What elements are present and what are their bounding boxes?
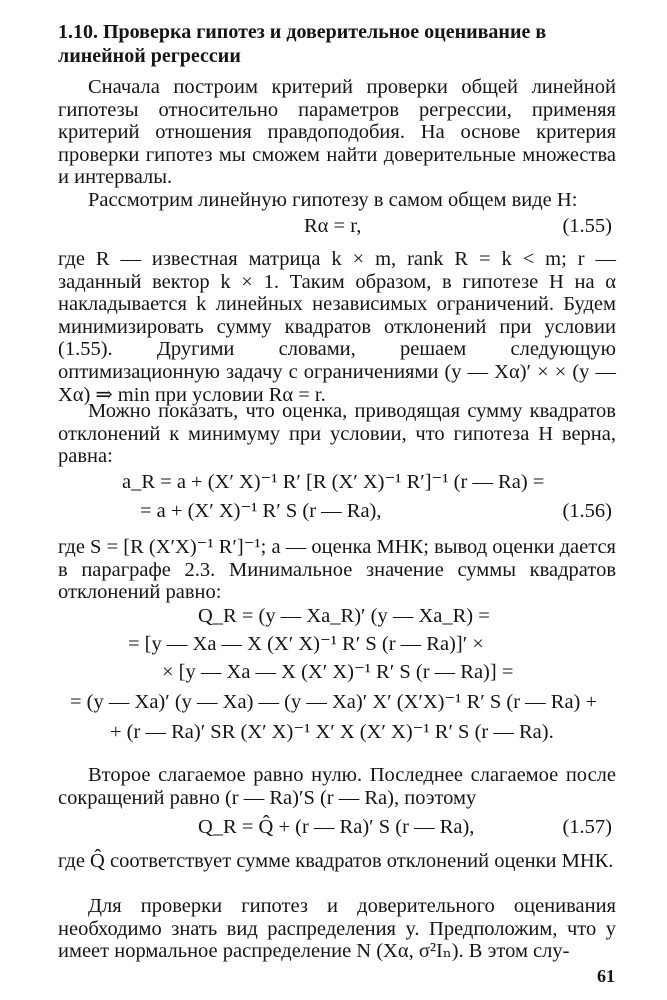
equation-text: = a + (X′ X)⁻¹ R′ S (r — Ra), (140, 500, 382, 522)
page-number: 61 (597, 966, 615, 986)
equation-text: Q_R = Q̂ + (r — Ra)′ S (r — Ra), (198, 816, 475, 838)
equation-1-56 (58, 498, 616, 524)
paragraph-second-term: Второе слагаемое равно нулю. Последнее слагаемое после сокращений равно (r — Ra)′S (r — Ra), поэтому (58, 764, 616, 809)
section-heading: 1.10. Проверка гипотез и доверительное оценивание в линейной регрессии (58, 21, 547, 67)
equation-text: = [y — Xa — X (X′ X)⁻¹ R′ S (r — Ra)]′ × (128, 633, 484, 655)
paragraph-distribution: Для проверки гипотез и доверительного оценивания необходимо знать вид распределения y. Предположим, что y имеет нормальное распределение N (Xα, σ²Iₙ). В этом слу- (58, 895, 616, 963)
equation-QR-line2 (58, 631, 616, 657)
equation-number: (1.56) (562, 500, 612, 522)
equation-text: Q_R = (y — Xa_R)′ (y — Xa_R) = (198, 605, 490, 627)
paragraph-intro: Сначала построим критерий проверки общей линейной гипотезы относительно параметров регрессии, применяя критерий отношения правдоподобия. На основе критерия проверки гипотез мы сможем найти доверительные множества и интервалы. (58, 76, 616, 189)
paragraph-Qhat: где Q̂ соответствует сумме квадратов отклонений оценки МНК. (58, 850, 614, 872)
paragraph-hypothesis: Рассмотрим линейную гипотезу в самом общем виде H: (88, 189, 578, 211)
equation-text: + (r — Ra)′ SR (X′ X)⁻¹ X′ X (X′ X)⁻¹ R′ S (r — Ra). (110, 721, 554, 743)
equation-QR-line3 (58, 659, 616, 685)
equation-text: Rα = r, (304, 215, 362, 237)
equation-number: (1.55) (562, 215, 612, 237)
paragraph-S-definition: где S = [R (X′X)⁻¹ R′]⁻¹; a — оценка МНК; вывод оценки дается в параграфе 2.3. Минимальное значение суммы квадратов отклонений равно: (58, 536, 616, 604)
equation-text: = (y — Xa)′ (y — Xa) — (y — Xa)′ X′ (X′X)⁻¹ R′ S (r — Ra) + (70, 691, 598, 713)
paragraph-constraints: где R — известная матрица k × m, rank R = k < m; r — заданный вектор k × 1. Таким образом, в гипотезе H на α накладывается k линейных независимых ограничений. Будем минимизировать сумму квадратов отклонений при условии (1.55). Другими словами, решаем следующую оптимизационную задачу с ограничениями (y — Xα)′ × × (y — Xα) ⇒ min при условии Rα = r. (58, 248, 616, 406)
equation-1-55 (58, 213, 616, 239)
equation-text: a_R = a + (X′ X)⁻¹ R′ [R (X′ X)⁻¹ R′]⁻¹ (r — Ra) = (122, 471, 545, 493)
equation-text: × [y — Xa — X (X′ X)⁻¹ R′ S (r — Ra)] = (162, 661, 514, 683)
paragraph-estimate-intro: Можно показать, что оценка, приводящая сумму квадратов отклонений к минимуму при условии, что гипотеза H верна, равна: (58, 400, 616, 468)
equation-QR-line5 (58, 719, 616, 745)
equation-QR-line1 (58, 603, 616, 629)
equation-number: (1.57) (562, 816, 612, 838)
equation-aR-line1 (58, 469, 616, 495)
equation-1-57 (58, 814, 616, 840)
equation-QR-line4 (58, 689, 616, 715)
